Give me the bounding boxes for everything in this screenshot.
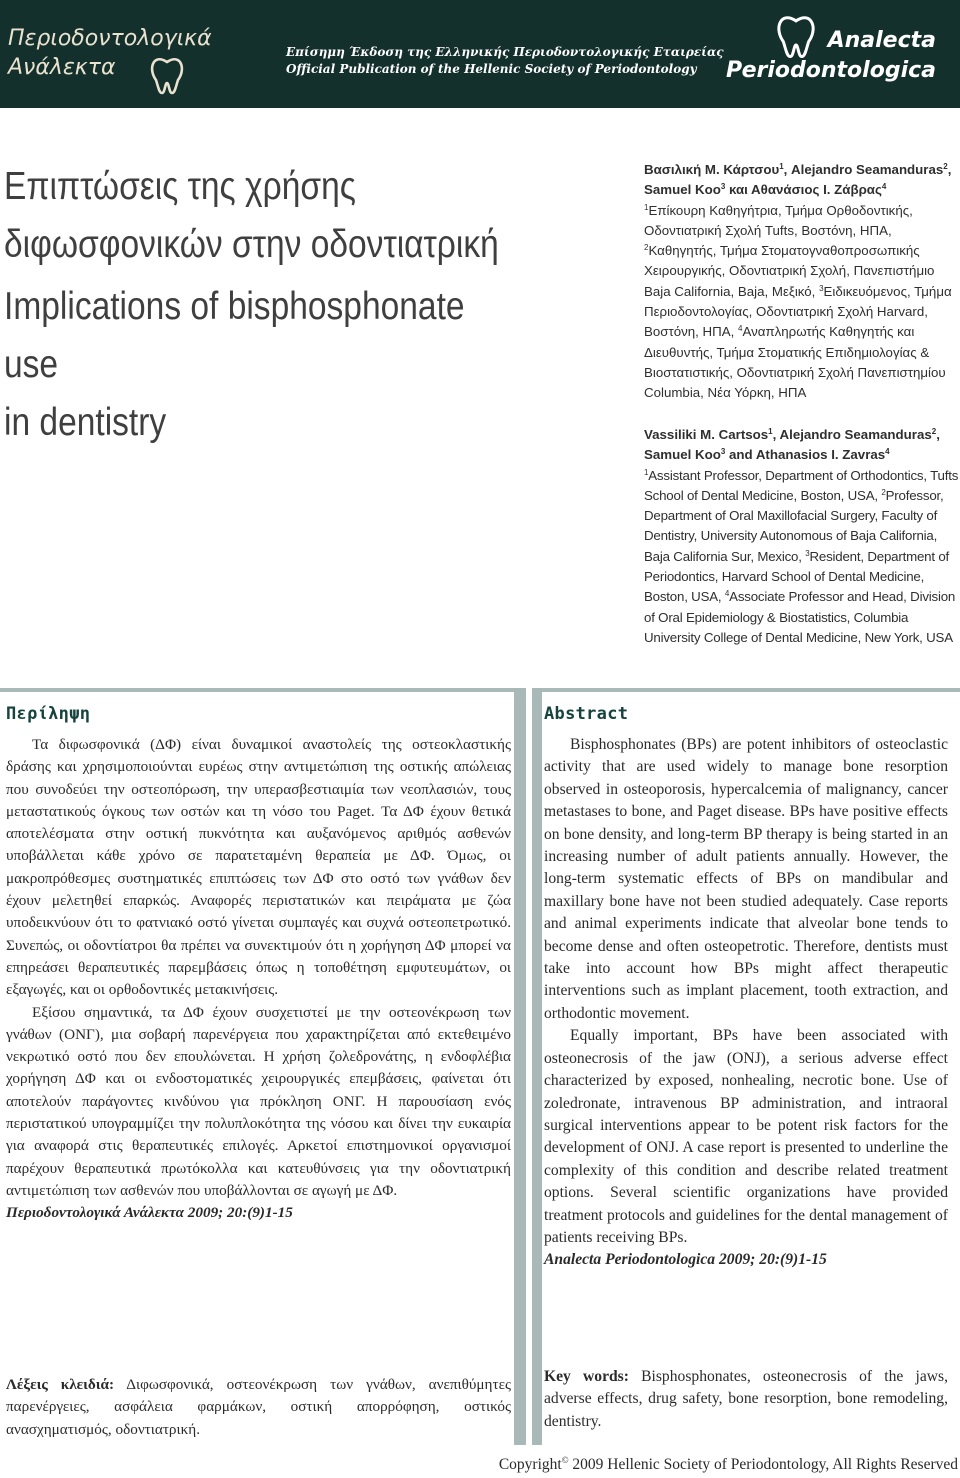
authors-english	[644, 425, 960, 648]
abstract-english-paragraph-2: Equally important, BPs have been associated with osteonecrosis of the jaw (ONJ), a serious adverse effect characterized by exposed, nonhealing, necrotic bone. Use of zoledronate, intravenous BP administration, and intraoral surgical interventions appear to be potent risk factors for the development of ONJ. A case report is presented to underline the complexity of this condition and describe related treatment options. Several scientific organizations have provided treatment protocols and guidelines for the dental management of patients receiving BPs.	[544, 1027, 948, 1246]
keywords-greek	[6, 1374, 511, 1441]
subtitle-greek: Επίσημη Έκδοση της Ελληνικής Περιοδοντολογικής Εταιρείας	[286, 45, 724, 59]
abstract-english-paragraph-1: Bisphosphonates (BPs) are potent inhibitors of osteoclastic activity that are used widely to manage bone resorption observed in osteoporosis, hypercalcemia of malignancy, cancer metastases to bone, and Paget disease. BPs have positive effects on bone density, and long-term BP therapy is being started in an increasing number of adult patients annually. However, the long-term systematic effects of BPs on mandibular and maxillary bone have not been studied adequately. Case reports and animal experiments indicate that alveolar bone tends to become dense and often osteopetrotic. Therefore, dentists must take into account how BPs might affect therapeutic interventions such as implant placement, tooth extraction, and orthodontic movement.	[544, 736, 948, 1022]
keywords-greek-label: Λέξεις κλειδιά:	[6, 1376, 115, 1393]
title-english-line2: in dentistry	[4, 401, 167, 444]
subtitle-english: Official Publication of the Hellenic Society of Periodontology	[286, 62, 697, 76]
authors-greek	[644, 160, 960, 404]
abstract-greek-citation: Περιοδοντολογικά Ανάλεκτα 2009; 20:(9)1-15	[6, 1204, 293, 1222]
keywords-english	[544, 1366, 948, 1433]
affiliations-english: $^1$Assistant Professor, Department of Orthodontics, Tufts School of Dental Medicine, Boston, USA, $^2$Professor, Department of Oral Maxillofacial Surgery, Faculty of Dentistry, University Autonomous of Baja California, Baja California Sur, Mexico, $^3$Resident, Department of Periodontics, Harvard School of Dental Medicine, Boston, USA, $^4$Associate Professor and Head, Division of Oral Epidemiology & Biostatistics, Columbia University College of Dental Medicine, New York, USA	[644, 467, 959, 645]
copyright-notice: Copyright© 2009 Hellenic Society of Periodontology, All Rights Reserved	[498, 1455, 958, 1474]
journal-greek-line2: Ανάλεκτα	[8, 55, 116, 80]
journal-banner	[0, 0, 960, 108]
official-publication	[286, 44, 724, 78]
abstract-english-body	[544, 734, 948, 1272]
author-names-greek: Βασιλική Μ. Κάρτσου$^1$, Alejandro Seamanduras$^2$, Samuel Koo$^3$ και Αθανάσιος Ι. Ζάβρας$^4$	[644, 162, 952, 198]
title-english	[4, 278, 520, 452]
abstract-greek-heading: Περίληψη	[6, 704, 91, 724]
affiliations-greek: $^1$Επίκουρη Καθηγήτρια, Τμήμα Ορθοδοντικής, Οδοντιατρική Σχολή Tufts, Βοστόνη, ΗΠΑ, $^2$Καθηγητής, Τμήμα Στοματογναθοπροσωπικής Χειρουργικής, Οδοντιατρική Σχολή, Πανεπιστήμιο Baja California, Baja, Μεξικό, $^3$Ειδικευόμενος, Τμήμα Περιοδοντολογίας, Οδοντιατρική Σχολή Harvard, Βοστόνη, ΗΠΑ, $^4$Αναπληρωτής Καθηγητής και Διευθυντής, Τμήμα Στοματικής Επιδημιολογίας & Βιοστατιστικής, Οδοντιατρική Σχολή Πανεπιστημίου Columbia, Νέα Υόρκη, ΗΠΑ	[644, 202, 952, 401]
abstract-greek-paragraph-1: Τα διφωσφονικά (ΔΦ) είναι δυναμικοί αναστολείς της οστεοκλαστικής δράσης και χρησιμοποιούνται ευρέως στην αντιμετώπιση της οστικής απώλειας που συνοδεύει την οστεοπόρωση, την υπερασβεστιαιμία των νεοπλασιών, τους μεταστατικούς όγκους των οστών και τη νόσο του Paget. Τα ΔΦ έχουν θετικά αποτελέσματα στην οστική πυκνότητα και αυξανόμενος αριθμός ασθενών υποβάλλεται κάθε χρόνο σε παρατεταμένη θεραπεία με ΔΦ. Όμως, οι μακροπρόθεσμες συστηματικές επιπτώσεις των ΔΦ στο οστό των γνάθων δεν έχουν μελετηθεί επαρκώς. Αναφορές περιστατικών και πειράματα με ζώα υποδεικνύουν ότι το φατνιακό οστό γίνεται συμπαγές και συχνά οστεοπετρωτικό. Συνεπώς, οι οδοντίατροι θα πρέπει να συνεκτιμούν ότι η χορήγηση ΔΦ μπορεί να επηρεάσει θεραπευτικές παρεμβάσεις όπως η τοποθέτηση εμφυτευμάτων, οι εξαγωγές, και οι ορθοδοντικές μετακινήσεις.	[6, 736, 511, 999]
abstract-greek-body	[6, 734, 511, 1225]
abstract-english-citation: Analecta Periodontologica 2009; 20:(9)1-15	[544, 1251, 827, 1269]
abstract-greek-panel	[0, 688, 526, 1445]
journal-latin-line2: Periodontologica	[726, 58, 936, 83]
title-english-line1: Implications of bisphosphonate use	[4, 285, 465, 386]
abstract-english-heading: Abstract	[544, 704, 629, 724]
journal-latin-line1: Analecta	[827, 28, 936, 53]
keywords-english-text: Bisphosphonates, osteonecrosis of the jaws, adverse effects, drug safety, bone resorption, bone remodeling, dentistry.	[544, 1368, 948, 1430]
author-names-english: Vassiliki M. Cartsos$^1$, Alejandro Seamanduras$^2$, Samuel Koo$^3$ and Athanasios I. Zavras$^4$	[644, 427, 940, 463]
journal-greek-line1: Περιοδοντολογικά	[8, 26, 212, 51]
keywords-english-label: Key words:	[544, 1368, 629, 1385]
title-greek	[4, 158, 520, 274]
keywords-greek-text: Διφωσφονικά, οστεονέκρωση των γνάθων, ανεπιθύμητες παρενέργειες, ασφάλεια φαρμάκων, οστική απορρόφηση, οστικός ανασχηματισμός, οδοντιατρική.	[6, 1376, 511, 1438]
title-greek-line2: διφωσφονικών στην οδοντιατρική	[4, 223, 499, 266]
abstract-english-panel	[532, 688, 960, 1445]
tooth-icon	[148, 56, 186, 96]
abstract-greek-paragraph-2: Εξίσου σημαντικά, τα ΔΦ έχουν συσχετιστεί με την οστεονέκρωση των γνάθων (ΟΝΓ), μια σοβαρή παρενέργεια που χαρακτηρίζεται από εκτεθειμένο νεκρωτικό οστό που δεν επουλώνεται. Η χρήση ζολεδρονάτης, η ενδοφλέβια χορήγηση ΔΦ και οι ενδοστοματικές χειρουργικές επεμβάσεις, φαίνεται ότι αποτελούν παράγοντες κινδύνου για πρόκληση ΟΝΓ. Η παρουσίαση ενός περιστατικού υπογραμμίζει την πολυπλοκότητα της νόσου και δίνει την ευκαιρία για αναφορά στις θεραπευτικές επιλογές. Αρκετοί επιστημονικοί οργανισμοί παρέχουν θεραπευτικά πρωτόκολλα και κατευθύνσεις για την οδοντιατρική αντιμετώπιση των ασθενών που υποβάλλονται σε αγωγή με ΔΦ.	[6, 1003, 511, 1199]
journal-latin-name	[726, 26, 936, 86]
title-greek-line1: Επιπτώσεις της χρήσης	[4, 165, 356, 208]
